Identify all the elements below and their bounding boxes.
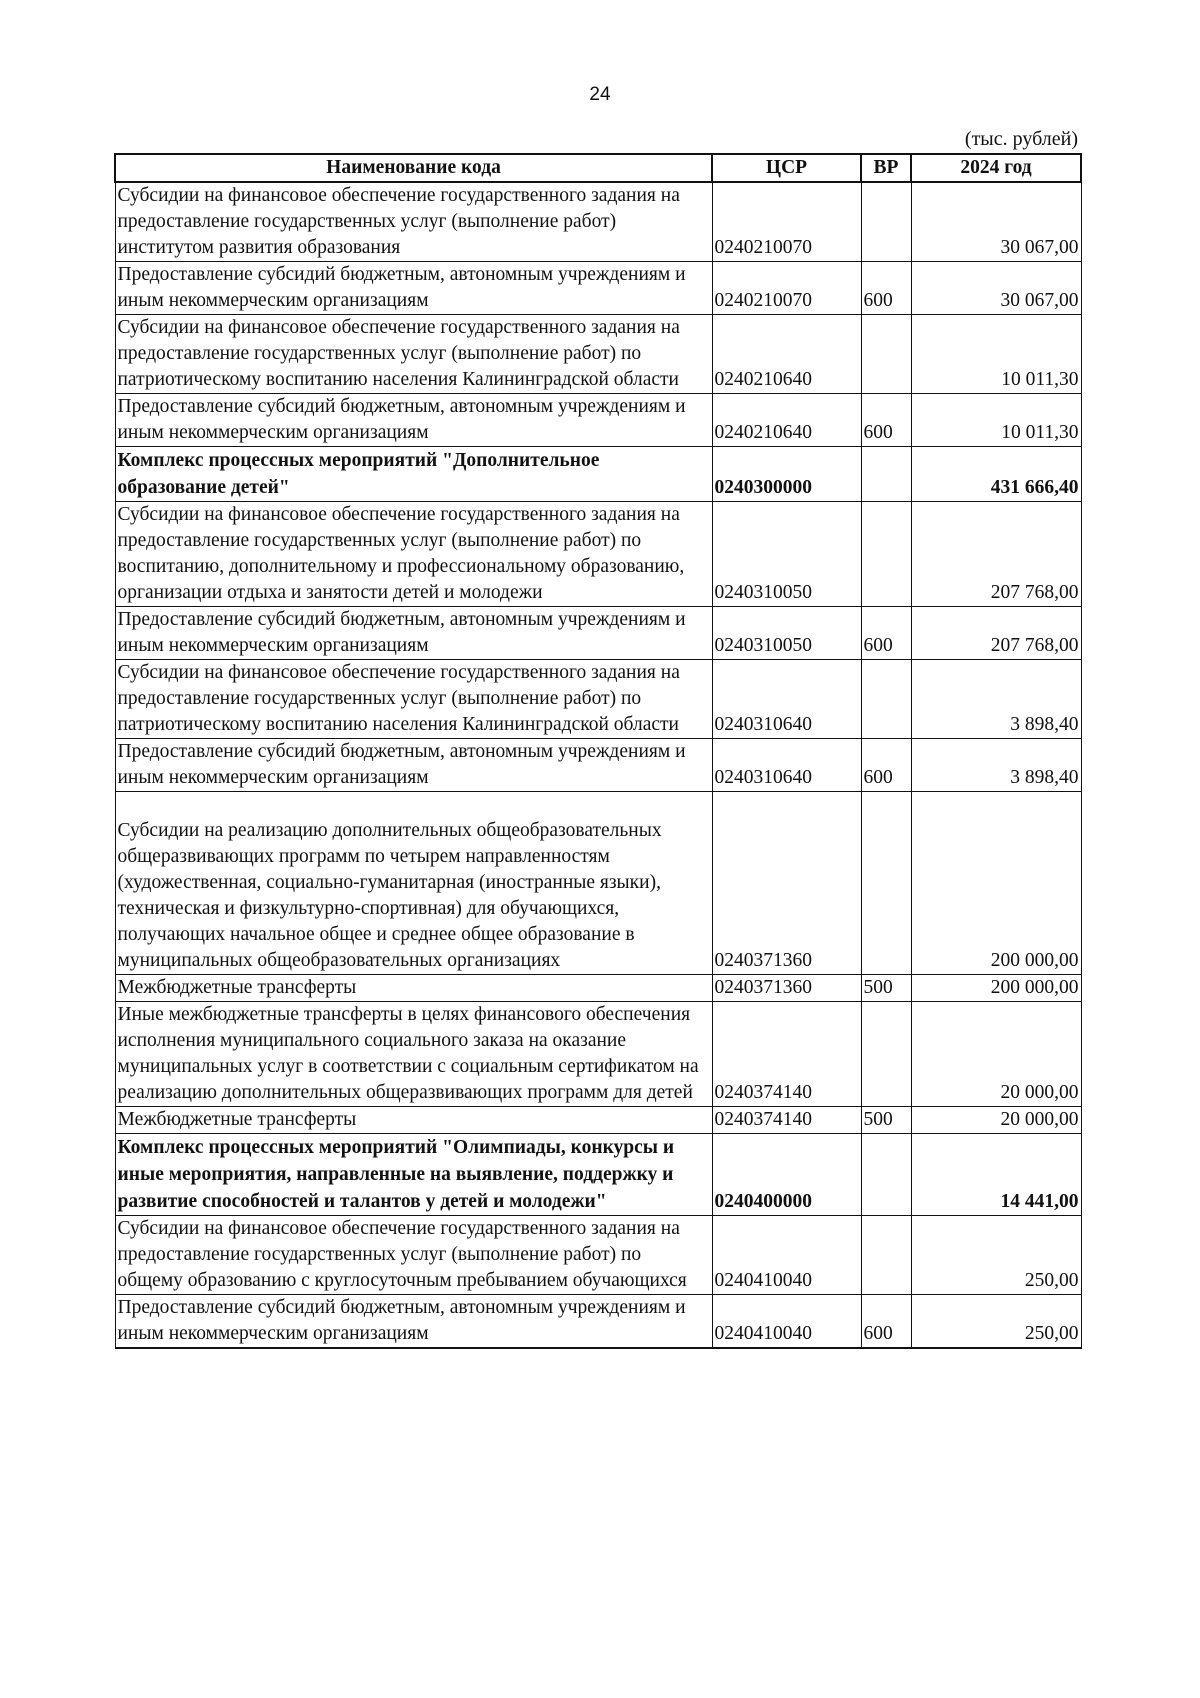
row-name-text: Предоставление субсидий бюджетным, автономным учреждениям и иным некоммерческим организациям <box>117 1297 686 1344</box>
row-name <box>115 1002 712 1107</box>
table-row <box>115 660 1081 739</box>
row-name <box>115 792 712 975</box>
row-csr: 0240310640 <box>712 739 861 792</box>
table-header-row <box>115 154 1081 182</box>
header-vr: ВР <box>861 154 911 182</box>
table-row <box>115 1295 1081 1349</box>
row-vr <box>861 1134 911 1216</box>
row-amount: 10 011,30 <box>911 315 1081 394</box>
row-vr <box>861 1002 911 1107</box>
row-vr <box>861 1216 911 1295</box>
row-csr: 0240310050 <box>712 502 861 607</box>
row-name-text: Субсидии на финансовое обеспечение государственного задания на предоставление государственных услуг (выполнение работ) по воспитанию, дополнительному и профессиональному образованию, организации отдыха и занятости детей и молодежи <box>117 504 685 603</box>
row-vr: 500 <box>861 975 911 1002</box>
row-name-text: Субсидии на финансовое обеспечение государственного задания на предоставление государственных услуг (выполнение работ) по патриотическому воспитанию населения Калининградской области <box>117 662 680 735</box>
table-row <box>115 1107 1081 1134</box>
row-name-text: Иные межбюджетные трансферты в целях финансового обеспечения исполнения муниципального социального заказа на оказание муниципальных услуг в соответствии с социальным сертификатом на реализацию дополнительных общеразвивающих программ для детей <box>117 1004 699 1103</box>
row-name-text: Предоставление субсидий бюджетным, автономным учреждениям и иным некоммерческим организациям <box>117 396 686 443</box>
row-vr <box>861 315 911 394</box>
row-csr: 0240300000 <box>712 447 861 502</box>
row-name <box>115 1216 712 1295</box>
row-name-text: Субсидии на финансовое обеспечение государственного задания на предоставление государственных услуг (выполнение работ) институтом развития образования <box>117 185 680 258</box>
row-csr: 0240400000 <box>712 1134 861 1216</box>
row-name-text: Субсидии на финансовое обеспечение государственного задания на предоставление государственных услуг (выполнение работ) по патриотическому воспитанию населения Калининградской области <box>117 317 680 390</box>
table-row <box>115 502 1081 607</box>
row-vr: 600 <box>861 607 911 660</box>
table-row <box>115 975 1081 1002</box>
row-csr: 0240371360 <box>712 792 861 975</box>
row-name <box>115 1295 712 1349</box>
row-csr: 0240310050 <box>712 607 861 660</box>
row-csr: 0240210640 <box>712 315 861 394</box>
row-name-text: Комплекс процессных мероприятий "Дополнительное образование детей" <box>117 450 600 498</box>
row-csr: 0240371360 <box>712 975 861 1002</box>
row-name-text: Субсидии на реализацию дополнительных общеобразовательных общеразвивающих программ по четырем направленностям (художественная, социально-гуманитарная (иностранные языки), техническая и физкультурно-спортивная) для обучающихся, получающих начальное общее и среднее общее образование в муниципальных общеобразовательных организациях <box>117 820 662 971</box>
row-csr: 0240374140 <box>712 1107 861 1134</box>
row-name <box>115 447 712 502</box>
row-name <box>115 315 712 394</box>
row-amount: 250,00 <box>911 1216 1081 1295</box>
row-csr: 0240310640 <box>712 660 861 739</box>
row-vr: 500 <box>861 1107 911 1134</box>
table-row <box>115 739 1081 792</box>
row-csr: 0240210070 <box>712 182 861 262</box>
row-name-text: Межбюджетные трансферты <box>117 1109 357 1130</box>
units-label: (тыс. рублей) <box>964 128 1078 150</box>
table-row <box>115 792 1081 975</box>
row-name-text: Предоставление субсидий бюджетным, автономным учреждениям и иным некоммерческим организациям <box>117 741 686 788</box>
budget-table <box>114 153 1082 1349</box>
row-amount: 10 011,30 <box>911 394 1081 447</box>
row-name-text: Предоставление субсидий бюджетным, автономным учреждениям и иным некоммерческим организациям <box>117 609 686 656</box>
row-csr: 0240410040 <box>712 1216 861 1295</box>
row-csr: 0240210640 <box>712 394 861 447</box>
row-vr: 600 <box>861 1295 911 1349</box>
row-amount: 207 768,00 <box>911 607 1081 660</box>
row-vr: 600 <box>861 394 911 447</box>
row-amount: 250,00 <box>911 1295 1081 1349</box>
row-amount: 3 898,40 <box>911 660 1081 739</box>
header-name: Наименование кода <box>115 154 712 182</box>
row-vr: 600 <box>861 262 911 315</box>
row-vr <box>861 447 911 502</box>
row-vr <box>861 182 911 262</box>
row-vr <box>861 792 911 975</box>
table-row <box>115 1134 1081 1216</box>
row-name-text: Предоставление субсидий бюджетным, автономным учреждениям и иным некоммерческим организациям <box>117 264 686 311</box>
row-vr <box>861 502 911 607</box>
row-name <box>115 262 712 315</box>
row-name <box>115 975 712 1002</box>
table-row <box>115 447 1081 502</box>
table-row <box>115 182 1081 262</box>
row-name <box>115 394 712 447</box>
row-csr: 0240210070 <box>712 262 861 315</box>
row-name <box>115 182 712 262</box>
row-name <box>115 607 712 660</box>
row-name-text: Комплекс процессных мероприятий "Олимпиады, конкурсы и иные мероприятия, направленные на выявление, поддержку и развитие способностей и талантов у детей и молодежи" <box>117 1137 675 1212</box>
row-name <box>115 502 712 607</box>
row-amount: 30 067,00 <box>911 182 1081 262</box>
row-amount: 207 768,00 <box>911 502 1081 607</box>
table-row <box>115 1216 1081 1295</box>
header-year: 2024 год <box>911 154 1081 182</box>
row-amount: 20 000,00 <box>911 1002 1081 1107</box>
table-row <box>115 262 1081 315</box>
table-row <box>115 394 1081 447</box>
row-amount: 30 067,00 <box>911 262 1081 315</box>
row-vr: 600 <box>861 739 911 792</box>
table-row <box>115 607 1081 660</box>
row-amount: 20 000,00 <box>911 1107 1081 1134</box>
row-csr: 0240410040 <box>712 1295 861 1349</box>
row-name <box>115 739 712 792</box>
row-name-text: Субсидии на финансовое обеспечение государственного задания на предоставление государственных услуг (выполнение работ) по общему образованию с круглосуточным пребыванием обучающихся <box>117 1218 687 1291</box>
row-name <box>115 1107 712 1134</box>
row-amount: 3 898,40 <box>911 739 1081 792</box>
table-row <box>115 1002 1081 1107</box>
row-csr: 0240374140 <box>712 1002 861 1107</box>
row-name-text: Межбюджетные трансферты <box>117 977 357 998</box>
row-name <box>115 660 712 739</box>
row-amount: 200 000,00 <box>911 792 1081 975</box>
row-amount: 14 441,00 <box>911 1134 1081 1216</box>
header-csr: ЦСР <box>712 154 861 182</box>
row-amount: 200 000,00 <box>911 975 1081 1002</box>
row-name <box>115 1134 712 1216</box>
row-vr <box>861 660 911 739</box>
row-amount: 431 666,40 <box>911 447 1081 502</box>
table-row <box>115 315 1081 394</box>
page-number: 24 <box>589 84 611 105</box>
table-body <box>115 182 1081 1348</box>
